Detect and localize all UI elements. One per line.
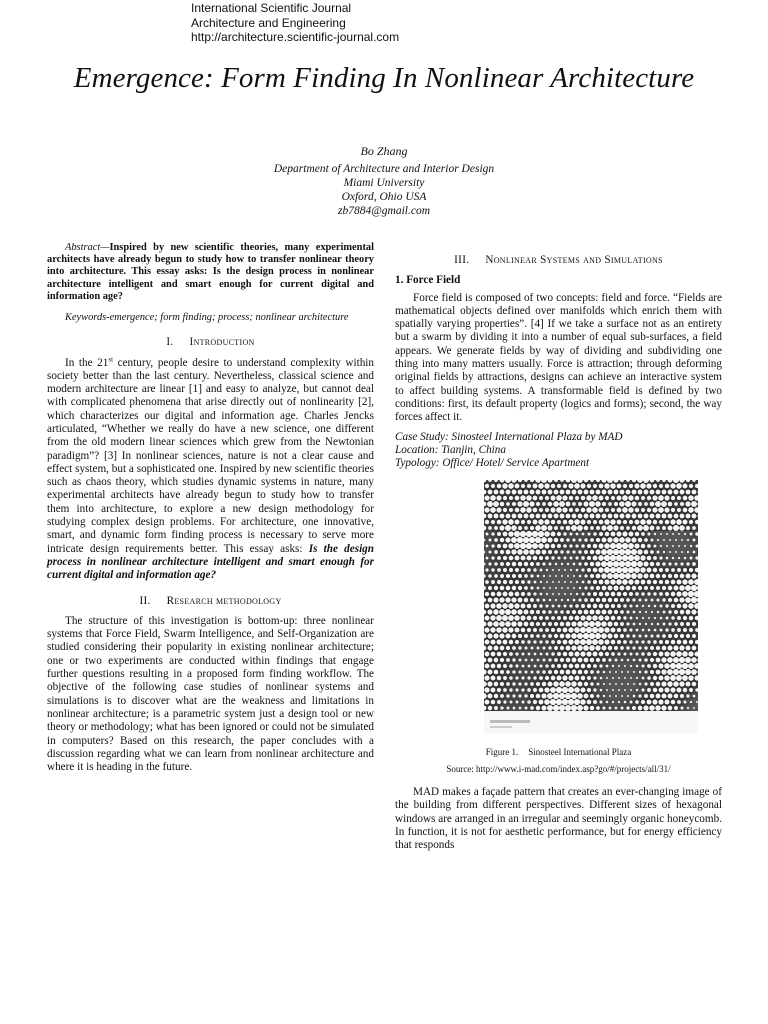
paper-title: Emergence: Form Finding In Nonlinear Architecture [73,62,695,94]
section-number: I. [166,336,174,349]
subsection-heading-force-field: 1. Force Field [395,274,461,287]
section-title: Introduction [189,336,255,349]
intro-superscript: st [108,354,114,363]
abstract-lead: Abstract— [65,242,110,253]
journal-header [191,1,399,45]
figure-facade-pattern [484,480,698,734]
section-title: Research methodology [166,594,282,607]
figure-source[interactable]: Source: http://www.i-mad.com/index.asp?go/#/projects/all/31/ [446,763,671,774]
force-field-paragraph: Force field is composed of two concepts: field and force. “Fields are mathematical objects defined over manifolds which enrich them with spatially varying properties”. [4] If we take a surface not as an entirety but a swarm by dividing it into a number of equal sub-surfaces, a field appears. We generate fields by way of dividing and subdividing one thing into many matters usually. Force is attraction; through deforming original fields by attractions, designs can achieve an interactive system to affect building systems. A transformable field is defined by two conditions: first, its default property (logics and forms); second, the way forces affect it. [395,291,722,424]
author-university: Miami University [343,177,425,189]
section-title: Nonlinear Systems and Simulations [485,254,663,266]
figure-number: Figure 1. [485,747,519,758]
figure-caption-text: Sinosteel International Plaza [528,747,632,758]
right-column [395,254,722,853]
case-study-title: Case Study: Sinosteel International Plaza by MAD [395,430,623,443]
author-name: Bo Zhang [360,144,408,158]
author-block [0,144,768,218]
left-column [47,242,374,774]
journal-subject: Architecture and Engineering [191,15,346,30]
case-study-typology: Typology: Office/ Hotel/ Service Apartment [395,457,590,470]
intro-text-start: In the 21 [65,356,109,369]
intro-text-body: century, people desire to understand complexity within society better than the last century. Nevertheless, classical science and modern architecture are linear [1] and easy to analyze, but cannot deal with complicated phenomena that arise directly out of nonlinearity [2], which characterizes our digital and information age. Charles Jencks articulated, “Whether we really do have a new science, one different from the old modern linear sciences which grew from the Newtonian paradigm”? [3] In nonlinear sciences, nature is not a clear cause and effect system, but a sophisticated one. Inspired by new scientific theories such as chaos theory, which studies dynamic systems in nature, many experimental architects have already begun to study how to transfer them into architecture, to explore a new design methodology for studying complex design problems. For architecture, one innovative, smart, and dynamic form finding process is necessary to serve more intricate design requirements better. This essay asks: [47,356,374,555]
author-location: Oxford, Ohio USA [341,191,427,203]
methodology-paragraph: The structure of this investigation is bottom-up: three nonlinear systems that Force Field, Swarm Intelligence, and Self-Organization are studied considering their popularity in existing nonlinear architecture; one or two experiments are conducted within findings that engage further questions resulting in a proposed form finding workflow. The objective of the following case studies of nonlinear systems and simulations is to discover what are the weakness and limitations in nonlinear architecture; is a parametric system just a design tool or new theory or methodology; what has been ignored or could not be simulated in computers? Based on this research, the paper concludes with a discussion regarding what we can learn from nonlinear architecture and where it is heading in the future. [47,614,374,774]
section-heading-methodology [47,595,374,608]
section-number: III. [454,254,470,266]
author-department: Department of Architecture and Interior Design [273,163,495,175]
intro-research-question: Is the design process in nonlinear architecture intelligent and smart enough for current digital and information age? [47,542,374,582]
figure-caption [395,746,722,759]
case-study-block [395,431,722,471]
abstract [47,242,374,303]
keywords: Keywords-emergence; form finding; process; nonlinear architecture [65,312,349,324]
section-heading-introduction [47,336,374,349]
case-study-location: Location: Tianjin, China [395,443,506,456]
journal-url[interactable]: http://architecture.scientific-journal.com [191,30,400,44]
journal-name: International Scientific Journal [191,1,352,15]
abstract-body: Inspired by new scientific theories, many experimental architects have already begun to study how to transfer nonlinear theory into architecture. This essay asks: Is the design process in nonlinear architecture intelligent and smart enough for current digital and information age? [47,242,374,302]
author-email[interactable]: zb7884@gmail.com [337,205,431,217]
post-figure-paragraph: MAD makes a façade pattern that creates an ever-changing image of the building from different perspectives. Different sizes of hexagonal windows are arranged in an irregular and seemingly organic honeycomb. In function, it is not for aesthetic performance, but for energy efficiency that responds [395,786,722,852]
section-number: II. [139,594,151,607]
section-heading-nonlinear-systems [395,254,722,267]
introduction-paragraph [47,354,374,583]
facade-pattern-image [484,480,698,734]
